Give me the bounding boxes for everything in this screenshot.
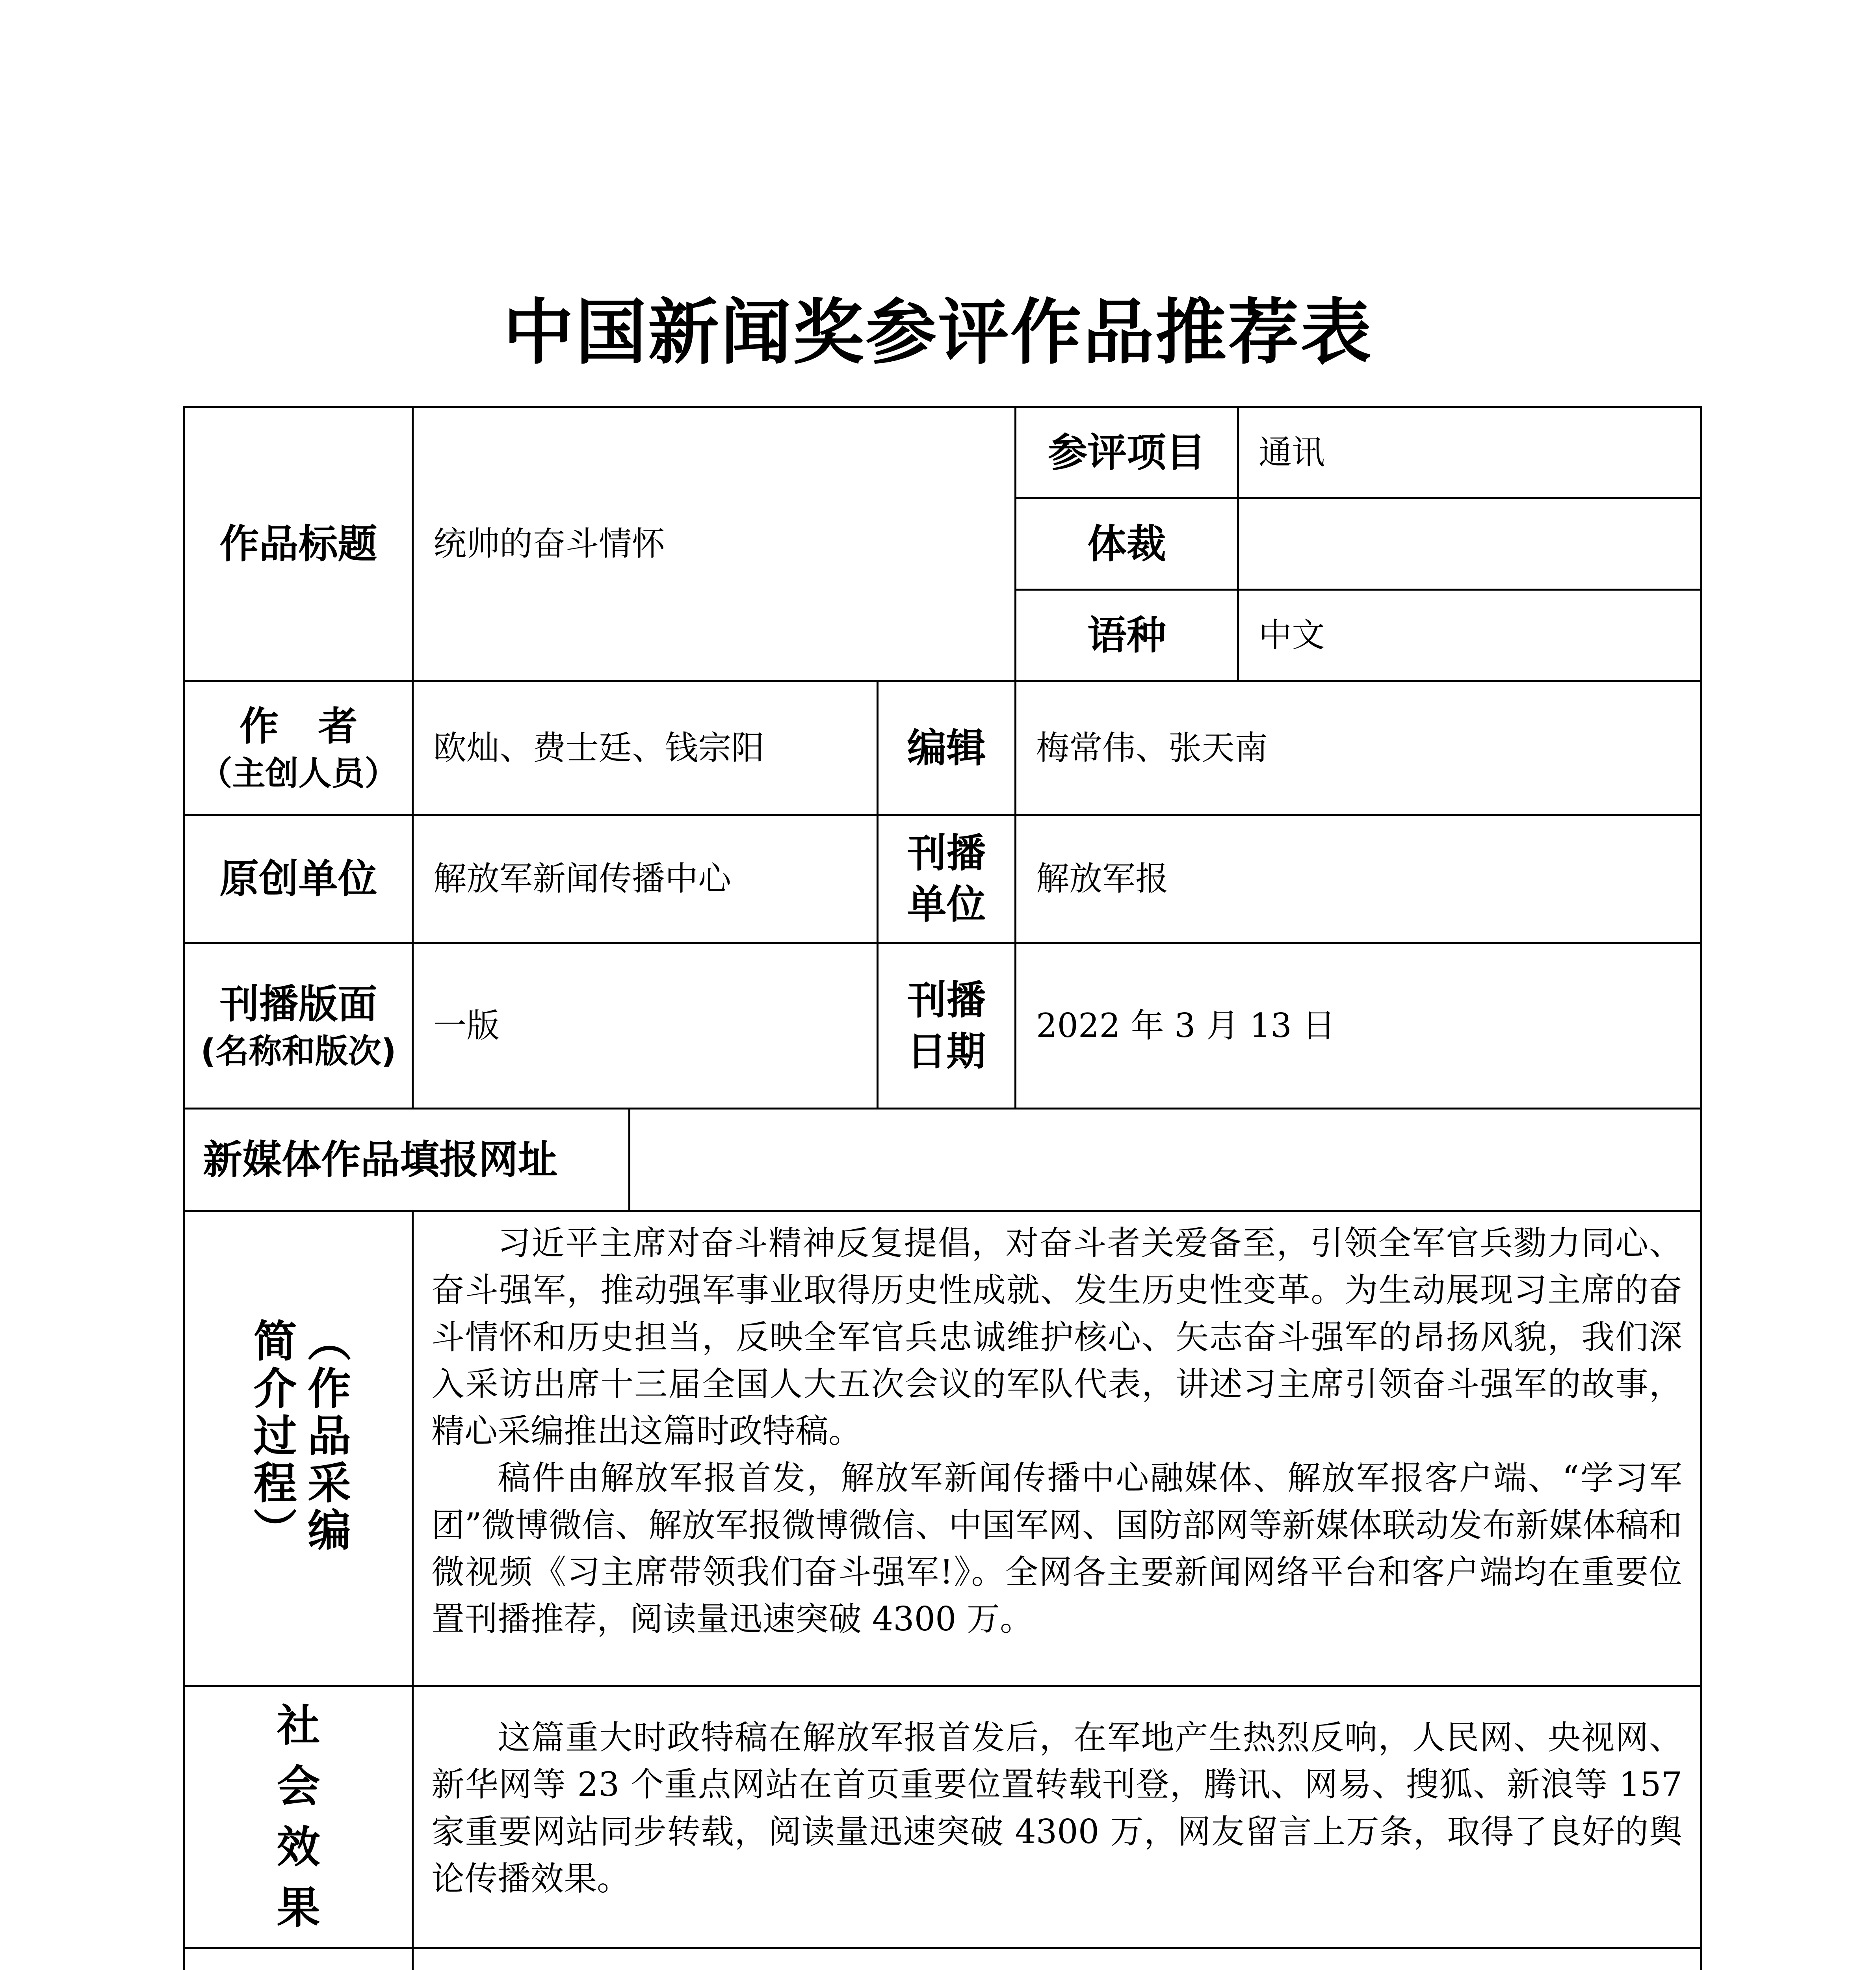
publish-unit-label-line2: 单位 [907, 881, 986, 927]
effect-text-cell [413, 1686, 1701, 1948]
publish-page-value: 一版 [413, 943, 878, 1109]
publish-unit-value: 解放军报 [1016, 815, 1701, 943]
process-paragraph: 习近平主席对奋斗精神反复提倡，对奋斗者关爱备至，引领全军官兵勠力同心、奋斗强军，推动强军事业取得历史性成就、发生历史性变革。为生动展现习主席的奋斗情怀和历史担当，反映全军官兵忠诚维护核心、矢志奋斗强军的昂扬风貌，我们深入采访出席十三届全国人大五次会议的军队代表，讲述习主席引领奋斗强军的故事，精心采编推出这篇时政特稿。 [431, 1224, 1683, 1451]
author-sub-label: （主创人员） [199, 754, 398, 793]
work-title-label: 作品标题 [184, 407, 413, 681]
process-label: （作品采编简介过程） [246, 1318, 351, 1555]
review-text-cell [413, 1948, 1701, 1970]
original-unit-value: 解放军新闻传播中心 [413, 815, 878, 943]
new-media-url-value [630, 1109, 1701, 1211]
genre-label: 体裁 [1016, 498, 1238, 590]
process-text-cell [413, 1211, 1701, 1686]
effect-label: 社 会 效 果 [277, 1701, 320, 1933]
publish-unit-label-line1: 刊播 [907, 830, 986, 876]
page-title: 中国新闻奖参评作品推荐表 [503, 292, 1373, 374]
genre-value [1238, 498, 1701, 590]
author-value: 欧灿、费士廷、钱宗阳 [413, 681, 878, 815]
effect-paragraph: 这篇重大时政特稿在解放军报首发后，在军地产生热烈反响，人民网、央视网、新华网等 23 个重点网站在首页重要位置转载刊登，腾讯、网易、搜狐、新浪等 157 家重要网站同步转载，阅读量迅速突破 4300 万，网友留言上万条，取得了良好的舆论传播效果。 [431, 1718, 1683, 1898]
process-label-cell [184, 1211, 413, 1686]
language-value: 中文 [1238, 590, 1701, 681]
publish-date-label-line2: 日期 [907, 1028, 986, 1074]
category-label: 参评项目 [1016, 407, 1238, 498]
original-unit-label: 原创单位 [184, 815, 413, 943]
process-paragraph: 稿件由解放军报首发，解放军新闻传播中心融媒体、解放军报客户端、“学习军团”微博微信、解放军报微博微信、中国军网、国防部网等新媒体联动发布新媒体稿和微视频《习主席带领我们奋斗强军!》。全网各主要新闻网络平台和客户端均在重要位置刊播推荐，阅读量迅速突破 4300 万。 [431, 1459, 1683, 1639]
publish-page-label-cell [184, 943, 413, 1109]
work-title-value: 统帅的奋斗情怀 [413, 407, 1016, 681]
publish-unit-label-cell [878, 815, 1016, 943]
editor-value: 梅常伟、张天南 [1016, 681, 1701, 815]
new-media-url-label: 新媒体作品填报网址 [184, 1109, 630, 1211]
author-label-cell [184, 681, 413, 815]
review-label-cell [184, 1948, 413, 1970]
recommendation-form [183, 406, 1702, 1970]
publish-page-sub-label: (名称和版次) [201, 1031, 396, 1070]
publish-date-value: 2022 年 3 月 13 日 [1016, 943, 1701, 1109]
effect-label-cell [184, 1686, 413, 1948]
language-label: 语种 [1016, 590, 1238, 681]
publish-page-label: 刊播版面 [219, 981, 377, 1027]
editor-label: 编辑 [878, 681, 1016, 815]
publish-date-label-cell [878, 943, 1016, 1109]
category-value: 通讯 [1238, 407, 1701, 498]
author-label: 作 者 [239, 703, 358, 749]
publish-date-label-line1: 刊播 [907, 977, 986, 1023]
